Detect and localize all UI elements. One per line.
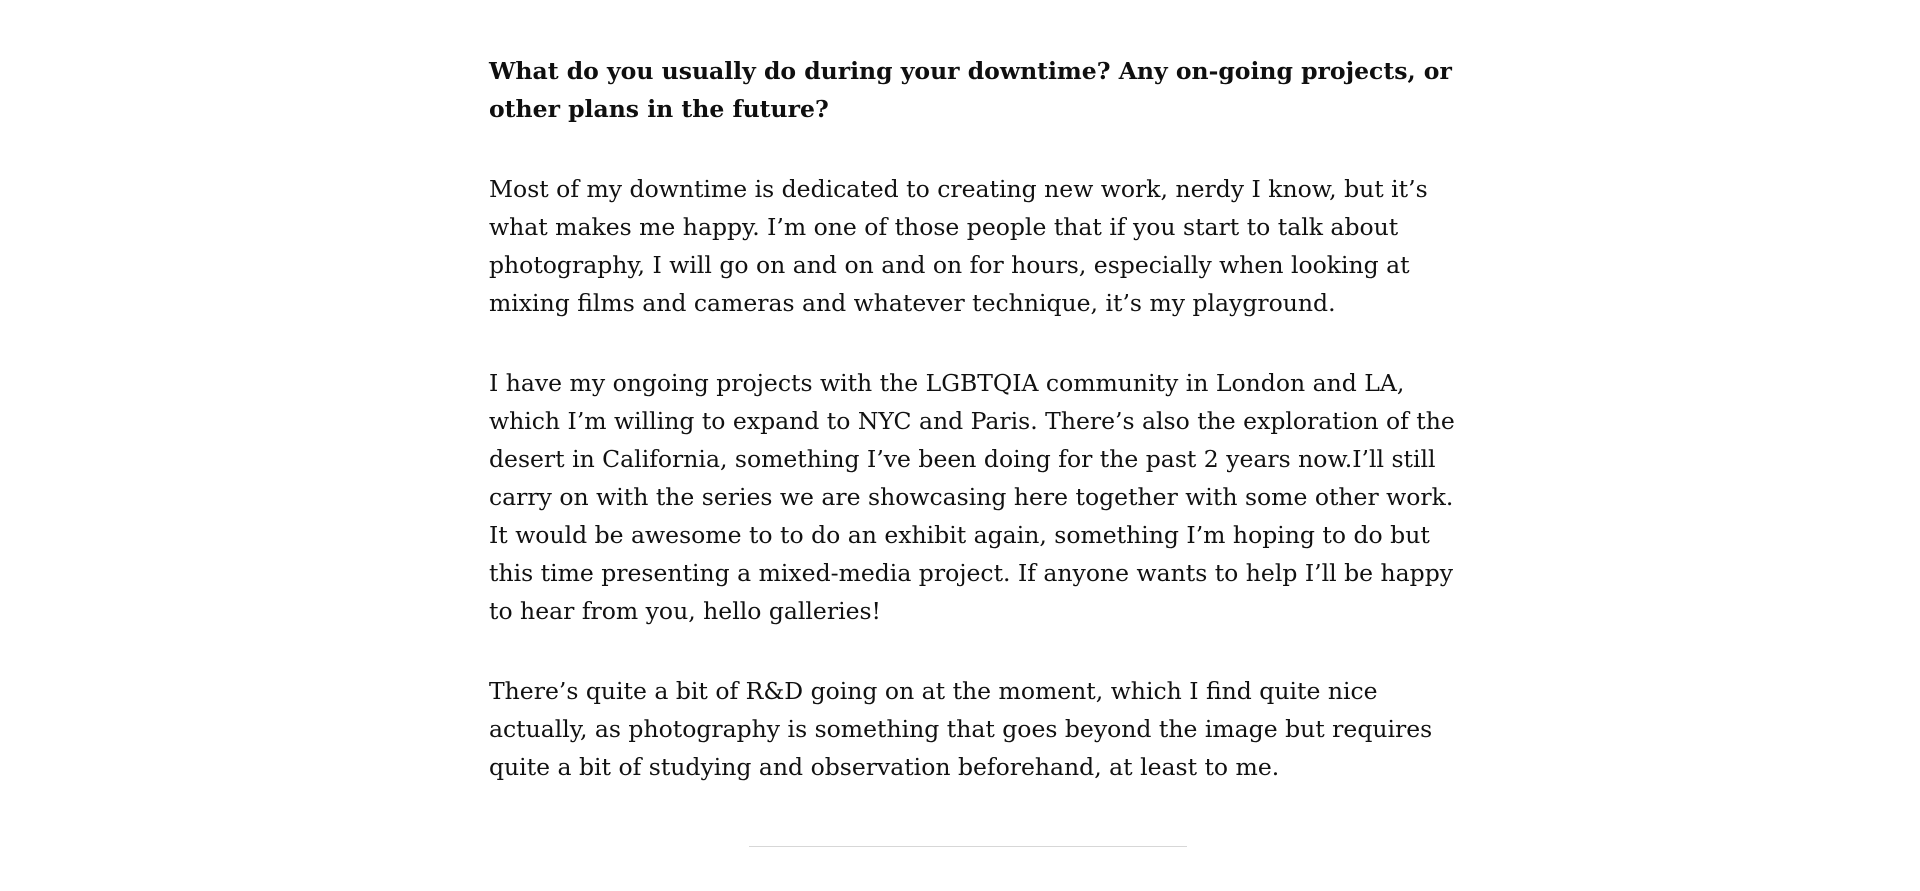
answer-paragraph-2: I have my ongoing projects with the LGBTQIA community in London and LA, which I’m willing to expand to NYC and Paris. There’s also the exploration of the desert in California, something I’ve been doing for the past 2 years now.I’ll still carry on with the series we are showcasing here together with some other work. It would be awesome to to do an exhibit again, something I’m hoping to do but this time presenting a mixed-media project. If anyone wants to help I’ll be happy to hear from you, hello galleries! (489, 369, 1455, 625)
answer-paragraph-1: Most of my downtime is dedicated to creating new work, nerdy I know, but it’s what makes me happy. I’m one of those people that if you start to talk about photography, I will go on and on and on for hours, especially when looking at mixing films and cameras and whatever technique, it’s my playground. (489, 175, 1428, 317)
interview-question: What do you usually do during your downtime? Any on-going projects, or other plans in the future? (489, 57, 1452, 123)
article-body (489, 52, 1457, 786)
answer-paragraph-3: There’s quite a bit of R&D going on at the moment, which I find quite nice actually, as photography is something that goes beyond the image but requires quite a bit of studying and observation beforehand, at least to me. (489, 677, 1433, 781)
section-divider (749, 846, 1187, 847)
